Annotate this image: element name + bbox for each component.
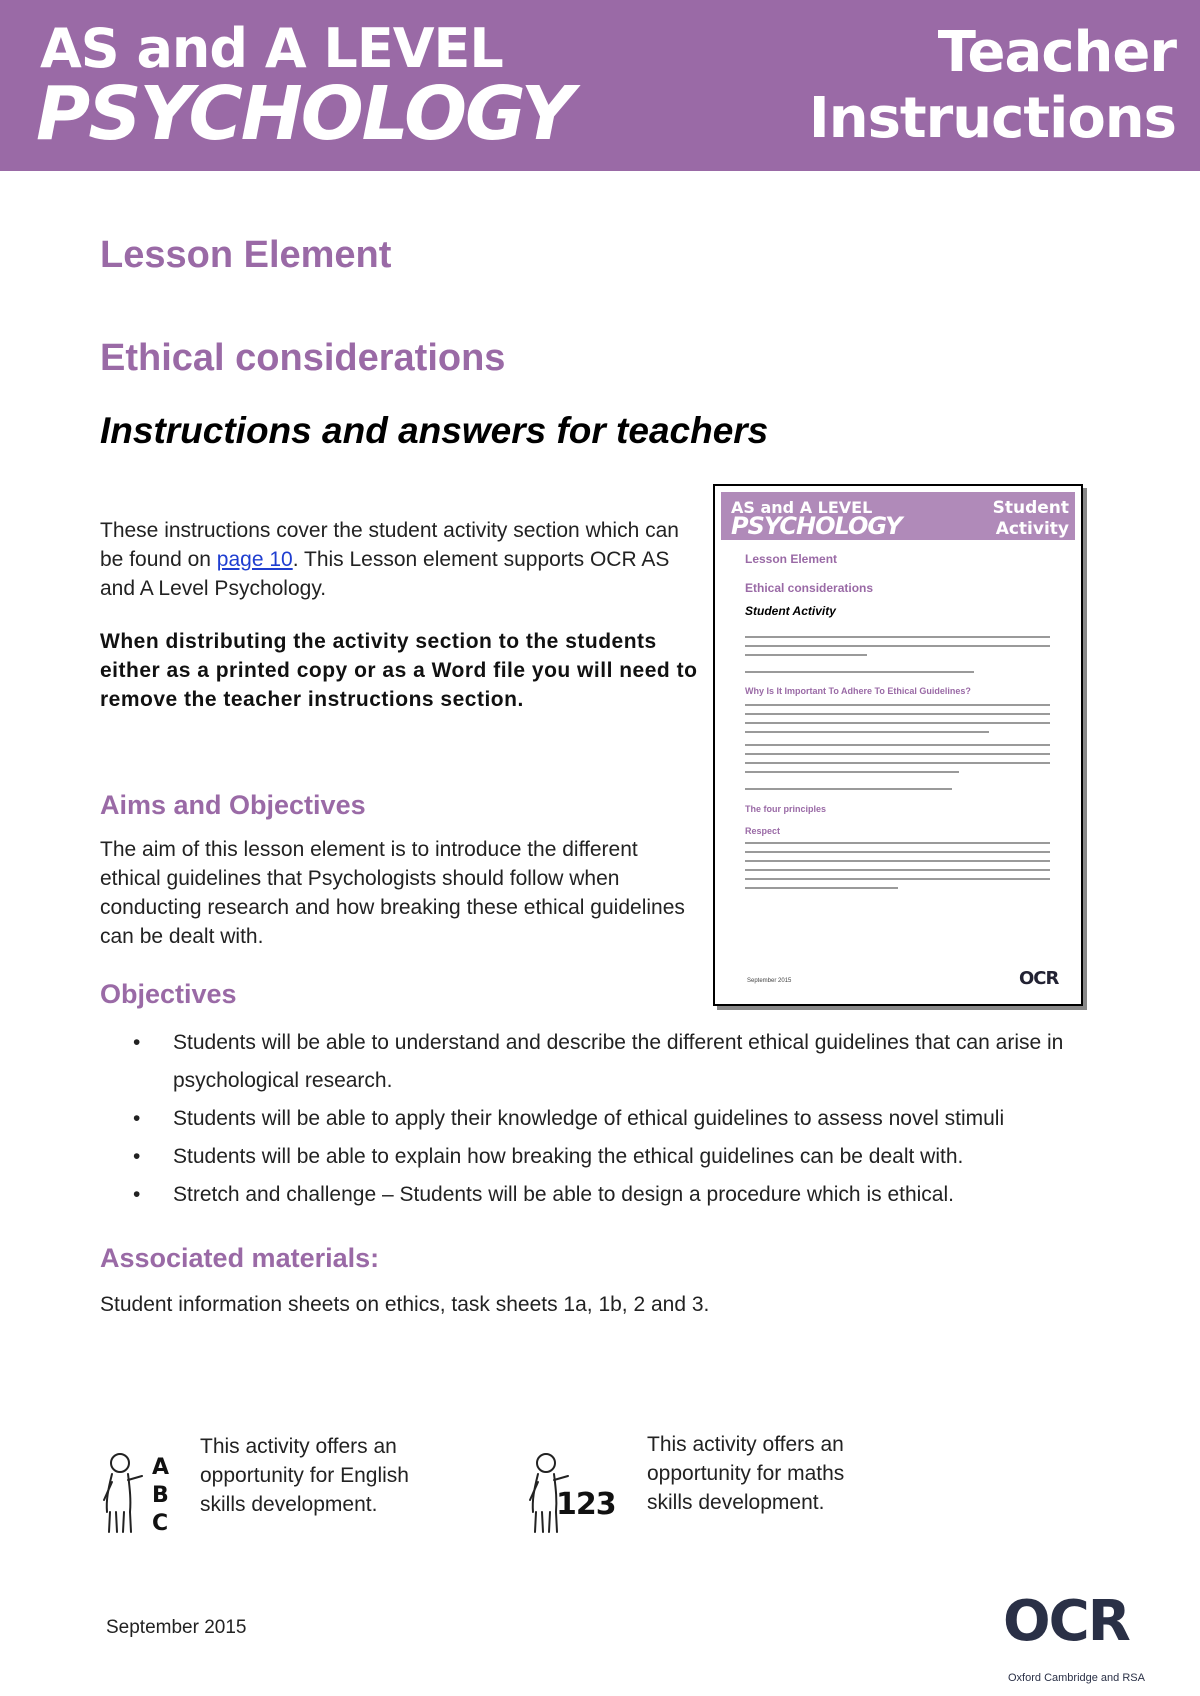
thumbnail-text-block: [745, 636, 1050, 663]
topic-heading: Ethical considerations: [100, 337, 506, 379]
thumbnail-topic-heading: Ethical considerations: [745, 581, 874, 595]
svg-text:B: B: [152, 1483, 169, 1508]
subject-title: PSYCHOLOGY: [36, 71, 573, 157]
maths-skills-text: This activity offers an opportunity for maths skills development.: [647, 1433, 845, 1514]
thumbnail-text-block: [745, 671, 1050, 680]
instructions-heading: Instructions and answers for teachers: [100, 410, 769, 451]
document-type-line2: Instructions: [808, 86, 1176, 151]
footer-date: September 2015: [106, 1617, 247, 1638]
thumbnail-ocr-logo: OCR: [1019, 968, 1059, 989]
thumbnail-text-block: [745, 744, 1050, 780]
intro-text-end: . This Lesson element supports OCR AS and A Level Psychology.: [100, 548, 670, 600]
thumbnail-banner: [721, 492, 1075, 540]
thumbnail-type-line2: Activity: [995, 519, 1069, 539]
list-item: [100, 1024, 1100, 1100]
123-stick-figure-icon: [524, 1450, 624, 1536]
associated-materials-heading: Associated materials:: [100, 1243, 380, 1273]
thumbnail-subject-title: PSYCHOLOGY: [731, 512, 902, 540]
aims-paragraph: The aim of this lesson element is to introduce the different ethical guidelines that Psychologists should follow when conducting research and how breaking these ethical guidelines can be dealt with.: [100, 838, 685, 948]
subject-level: AS and A LEVEL: [40, 17, 503, 80]
objective-text: Students will be able to explain how breaking the ethical guidelines can be dealt with.: [173, 1145, 964, 1168]
intro-paragraph: [100, 516, 680, 603]
abc-stick-figure-icon: [98, 1450, 180, 1536]
list-item: [100, 1176, 1100, 1214]
objective-text: Stretch and challenge – Students will be able to design a procedure which is ethical.: [173, 1183, 954, 1206]
thumbnail-four-principles: The four principles: [745, 804, 827, 814]
objectives-heading: Objectives: [100, 979, 237, 1009]
thumbnail-respect-heading: Respect: [745, 826, 781, 836]
svg-text:C: C: [152, 1511, 169, 1536]
bullet-icon: •: [133, 1183, 141, 1206]
distribution-note: When distributing the activity section to the students either as a printed copy or as a Word file you will need to remove the teacher instructions section.: [100, 630, 698, 711]
page-10-link[interactable]: page 10: [216, 548, 293, 571]
bullet-icon: •: [133, 1107, 141, 1130]
objective-text: Students will be able to apply their knowledge of ethical guidelines to assess novel stimuli: [173, 1107, 1005, 1130]
thumbnail-lesson-heading: Lesson Element: [745, 552, 838, 566]
english-skills-text: This activity offers an opportunity for English skills development.: [200, 1435, 409, 1516]
header-banner: [0, 0, 1200, 171]
thumbnail-why-heading: Why Is It Important To Adhere To Ethical Guidelines?: [745, 686, 971, 696]
thumbnail-type-line1: Student: [992, 498, 1069, 518]
list-item: [100, 1138, 1100, 1176]
thumbnail-text-block: [745, 788, 1050, 797]
thumbnail-subtitle: Student Activity: [745, 604, 836, 618]
lesson-element-heading: Lesson Element: [100, 234, 392, 276]
svg-text:A: A: [152, 1455, 170, 1480]
thumbnail-text-block: [745, 842, 1050, 896]
svg-text:123: 123: [556, 1487, 616, 1522]
thumbnail-date: September 2015: [747, 978, 792, 984]
objectives-list: [100, 1024, 1100, 1214]
list-item: [100, 1100, 1100, 1138]
thumbnail-text-block: [745, 704, 1050, 740]
intro-text-start: These instructions cover the student activity section which can be found on: [100, 519, 679, 571]
thumbnail-subject-level: AS and A LEVEL: [731, 498, 873, 517]
aims-heading: Aims and Objectives: [100, 790, 366, 820]
document-type-line1: Teacher: [937, 20, 1176, 85]
objective-text: Students will be able to understand and describe the different ethical guidelines that can arise in psychological research.: [173, 1031, 1064, 1092]
bullet-icon: •: [133, 1145, 141, 1168]
associated-materials-text: Student information sheets on ethics, task sheets 1a, 1b, 2 and 3.: [100, 1293, 710, 1316]
student-activity-thumbnail: [713, 484, 1083, 1006]
bullet-icon: •: [133, 1031, 141, 1054]
ocr-logo-subtitle: Oxford Cambridge and RSA: [1008, 1672, 1145, 1684]
ocr-logo: OCR: [1003, 1589, 1129, 1654]
